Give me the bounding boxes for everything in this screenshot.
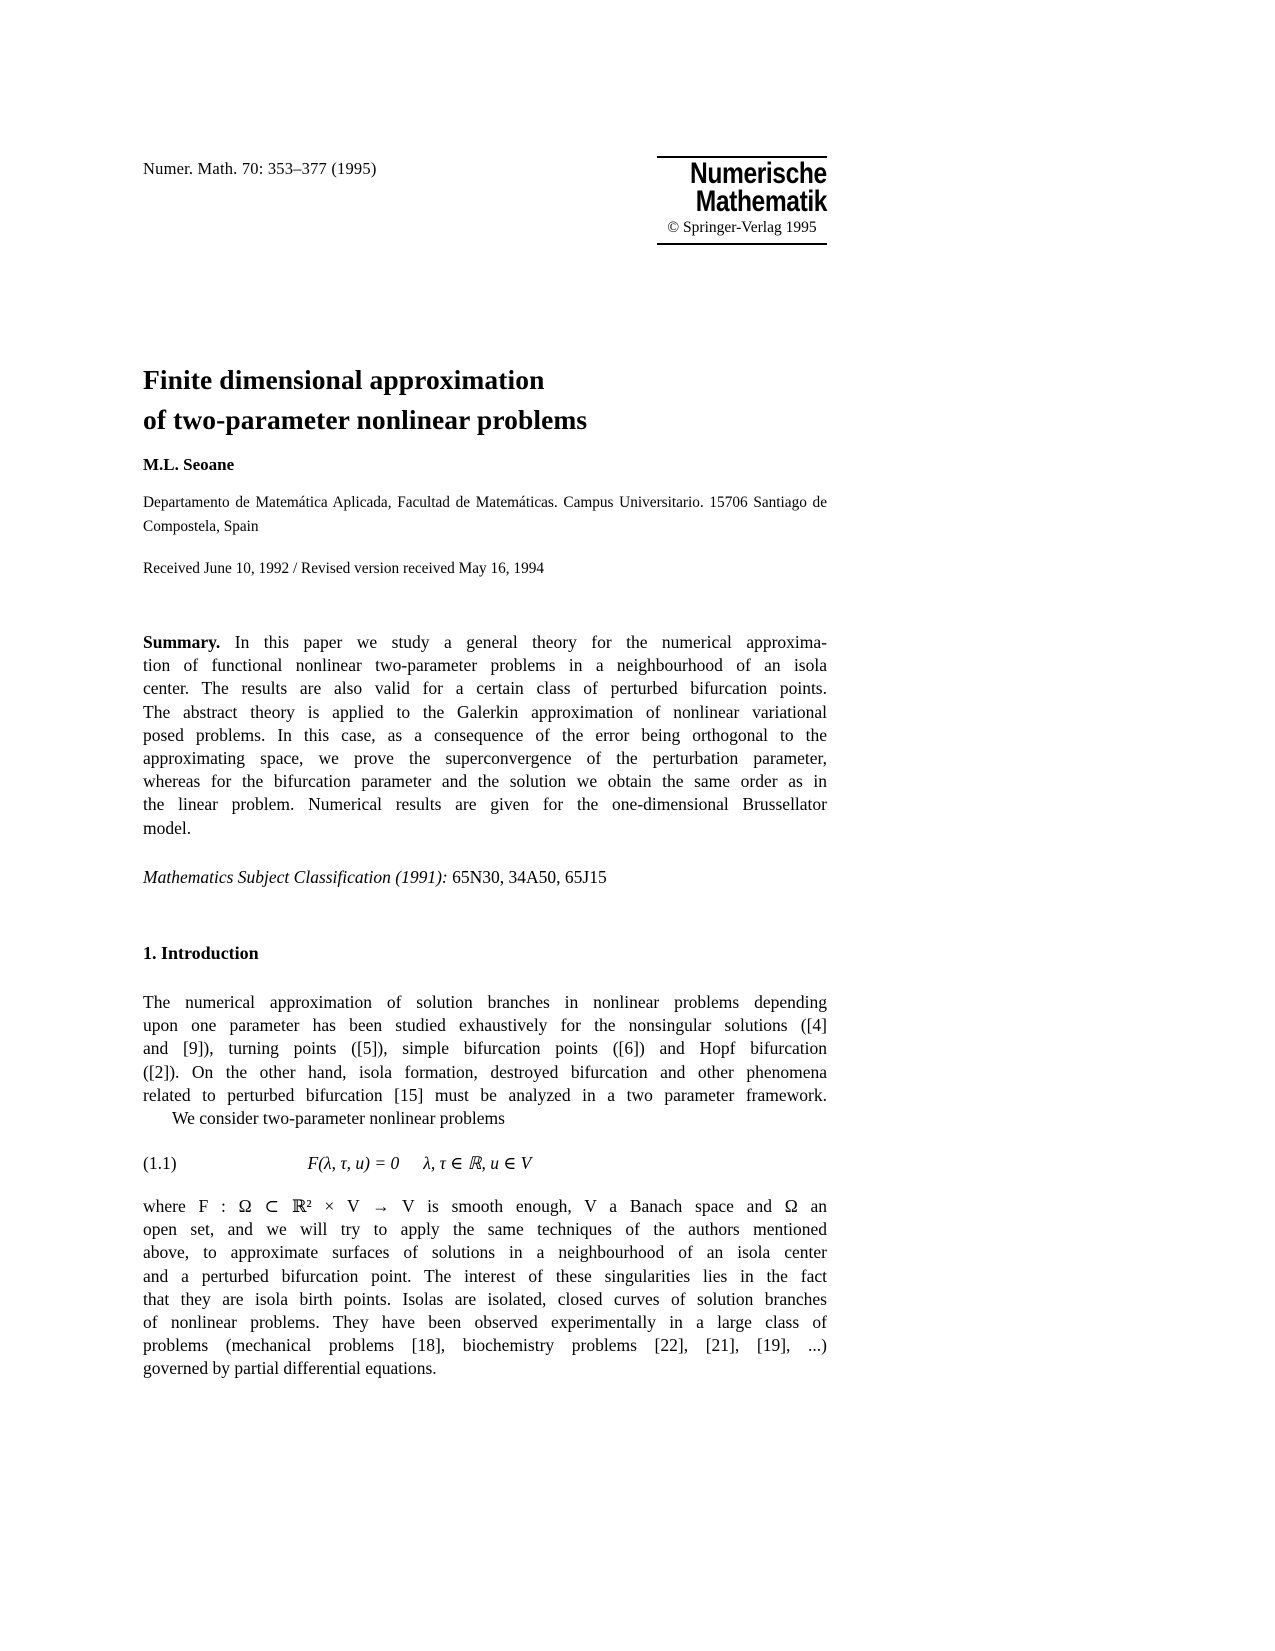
paper-title	[143, 360, 843, 440]
text-line: center. The results are also valid for a certain class of perturbed bifurcation points.	[143, 678, 827, 699]
author-name: M.L. Seoane	[143, 455, 235, 474]
summary-first-line	[143, 631, 827, 654]
received-dates: Received June 10, 1992 / Revised version received May 16, 1994	[143, 560, 545, 577]
text-line: and [9]), turning points ([5]), simple bifurcation points ([6]) and Hopf bifurcation	[143, 1038, 827, 1059]
intro-paragraph-1	[143, 991, 827, 1107]
summary-paragraph	[143, 631, 827, 840]
summary-first-line-text: In this paper we study a general theory for the numerical approxima-	[234, 632, 827, 652]
text-line: posed problems. In this case, as a consequence of the error being orthogonal to the	[143, 724, 827, 745]
text-line: related to perturbed bifurcation [15] must be analyzed in a two parameter framework.	[143, 1084, 827, 1105]
text-line: the linear problem. Numerical results are given for the one-dimensional Brussellator	[143, 794, 827, 815]
msc-label: Mathematics Subject Classification (1991):	[143, 867, 448, 887]
text-line: approximating space, we prove the superconvergence of the perturbation parameter,	[143, 748, 827, 769]
text-line: The abstract theory is applied to the Galerkin approximation of nonlinear variational	[143, 701, 827, 722]
text-line: ([2]). On the other hand, isola formation, destroyed bifurcation and other phenomena	[143, 1061, 827, 1082]
text-line: open set, and we will try to apply the same techniques of the authors mentioned	[143, 1219, 827, 1240]
intro-paragraph-2	[143, 1195, 827, 1381]
equation-lhs: F(λ, τ, u) = 0	[307, 1153, 400, 1173]
author-affiliation: Departamento de Matemática Aplicada, Facultad de Matemáticas. Campus Universitario. 15706 Santiago de Compostela, Spain	[143, 494, 827, 535]
equation-condition: λ, τ ∈ ℝ, u ∈ V	[423, 1153, 532, 1173]
section-heading-introduction: 1. Introduction	[143, 943, 259, 963]
summary-label: Summary.	[143, 632, 221, 652]
msc-codes: 65N30, 34A50, 65J15	[452, 867, 607, 887]
journal-logo	[657, 156, 827, 245]
equation-number: (1.1)	[143, 1153, 177, 1173]
text-line: where F : Ω ⊂ ℝ² × V → V is smooth enough, V a Banach space and Ω an	[143, 1196, 827, 1216]
text-line: model.	[143, 817, 192, 838]
equation-body	[308, 1152, 532, 1175]
journal-name-line1: Numerische	[690, 157, 827, 190]
paper-title-line2: of two-parameter nonlinear problems	[143, 404, 588, 435]
text-line: upon one parameter has been studied exhaustively for the nonsingular solutions ([4]	[143, 1015, 827, 1036]
intro-lead-in: We consider two-parameter nonlinear problems	[172, 1108, 505, 1128]
text-line: governed by partial differential equations.	[143, 1358, 437, 1379]
journal-name-line2: Mathematik	[695, 185, 827, 218]
publisher-copyright: © Springer-Verlag 1995	[667, 219, 817, 236]
text-line: that they are isola birth points. Isolas are isolated, closed curves of solution branches	[143, 1288, 827, 1309]
journal-citation: Numer. Math. 70: 353–377 (1995)	[143, 159, 377, 178]
summary-lines	[143, 654, 827, 840]
text-line: whereas for the bifurcation parameter and the solution we obtain the same order as in	[143, 771, 827, 792]
text-line: tion of functional nonlinear two-parameter problems in a neighbourhood of an isola	[143, 655, 827, 676]
text-line: The numerical approximation of solution branches in nonlinear problems depending	[143, 992, 827, 1012]
equation-1-1	[143, 1152, 827, 1175]
text-line: of nonlinear problems. They have been observed experimentally in a large class of	[143, 1312, 827, 1333]
msc-line	[143, 866, 827, 889]
text-line: problems (mechanical problems [18], biochemistry problems [22], [21], [19], ...)	[143, 1335, 827, 1356]
paper-title-line1: Finite dimensional approximation	[143, 364, 545, 395]
text-line: and a perturbed bifurcation point. The interest of these singularities lies in the fact	[143, 1265, 827, 1286]
text-line: above, to approximate surfaces of solutions in a neighbourhood of an isola center	[143, 1242, 827, 1263]
